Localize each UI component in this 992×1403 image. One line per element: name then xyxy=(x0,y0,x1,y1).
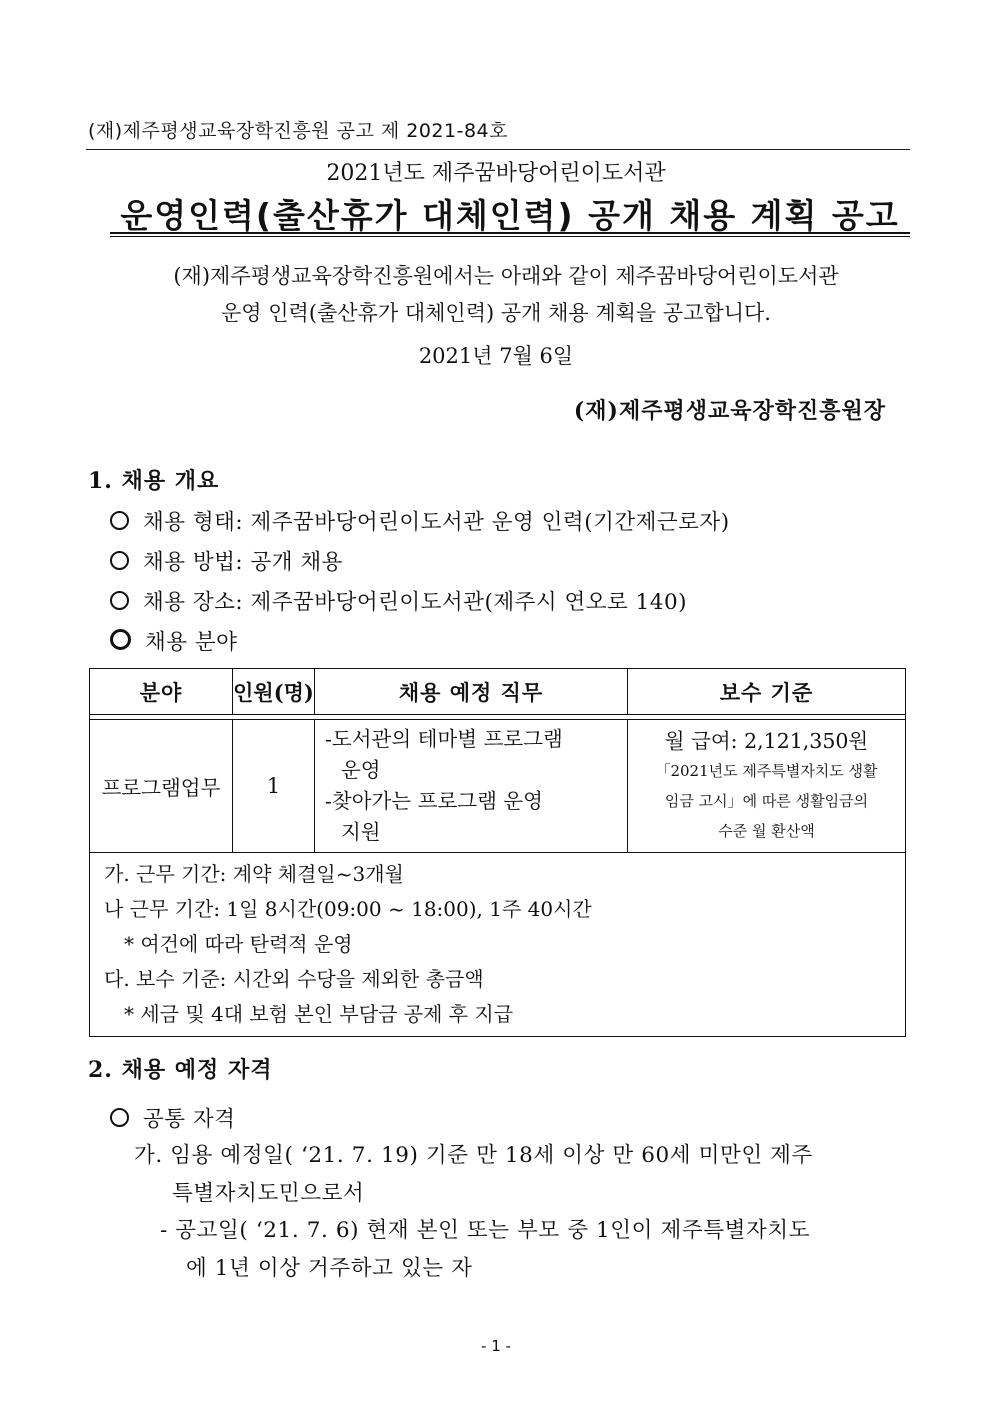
notice-number: (재)제주평생교육장학진흥원 공고 제 2021-84호 xyxy=(88,120,508,142)
table-header-row xyxy=(90,669,906,715)
qualification-a-line-1: 가. 임용 예정일( ‘21. 7. 19) 기준 만 18세 이상 만 60세 미만인 제주 xyxy=(134,1143,813,1168)
circle-bullet-icon xyxy=(110,629,131,650)
table-notes-row xyxy=(90,853,906,1037)
notice-date: 2021년 7월 6일 xyxy=(418,344,574,368)
header-duties: 채용 예정 직무 xyxy=(315,669,628,715)
circle-bullet-icon xyxy=(110,551,129,570)
subtitle: 2021년도 제주꿈바당어린이도서관 xyxy=(326,161,666,186)
circle-bullet-icon xyxy=(110,1108,129,1127)
header-pay: 보수 기준 xyxy=(628,669,906,715)
intro-line-2: 운영 인력(출산휴가 대체인력) 공개 채용 계획을 공고합니다. xyxy=(221,301,771,325)
header-count: 인원(명) xyxy=(233,669,315,715)
qualification-sub-line-1: - 공고일( ‘21. 7. 6) 현재 본인 또는 부모 중 1인이 제주특별자치도 xyxy=(160,1218,811,1243)
bullet-employment-type: 채용 형태: 제주꿈바당어린이도서관 운영 인력(기간제근로자) xyxy=(110,505,730,536)
signer: (재)제주평생교육장학진흥원장 xyxy=(573,398,886,424)
cell-notes: 가. 근무 기간: 계약 체결일~3개월 나 근무 기간: 1일 8시간(09:00 ~ 18:00), 1주 40시간 * 여건에 따라 탄력적 운영 다. 보수 기준: 시간외 수당을 제외한 총금액 * 세금 및 4대 보험 본인 부담금 공제 후 지급 xyxy=(90,853,906,1037)
table-row xyxy=(90,720,906,853)
title-underline xyxy=(110,232,910,234)
qualification-a-line-2: 특별자치도민으로서 xyxy=(172,1181,365,1206)
bullet-employment-method: 채용 방법: 공개 채용 xyxy=(110,545,343,576)
circle-bullet-icon xyxy=(110,591,129,610)
cell-pay: 월 급여: 2,121,350원 「2021년도 제주특별자치도 생활 임금 고시」에 따른 생활임금의 수준 월 환산액 xyxy=(628,720,906,853)
header-rule xyxy=(86,149,910,150)
recruitment-table xyxy=(89,668,906,1037)
page-title: 운영인력(출산휴가 대체인력) 공개 채용 계획 공고 xyxy=(120,196,900,235)
bullet-employment-place: 채용 장소: 제주꿈바당어린이도서관(제주시 연오로 140) xyxy=(110,585,687,616)
circle-bullet-icon xyxy=(110,511,129,530)
section-2-heading: 2. 채용 예정 자격 xyxy=(88,1057,273,1083)
title-underline-thin xyxy=(110,236,910,237)
page-number: - 1 - xyxy=(481,1337,511,1355)
cell-count: 1 xyxy=(233,720,315,853)
intro-line-1: (재)제주평생교육장학진흥원에서는 아래와 같이 제주꿈바당어린이도서관 xyxy=(173,264,839,288)
header-field: 분야 xyxy=(90,669,233,715)
section-1-heading: 1. 채용 개요 xyxy=(88,468,220,494)
bullet-employment-field: 채용 분야 xyxy=(110,625,237,656)
cell-duties: -도서관의 테마별 프로그램 운영 -찾아가는 프로그램 운영 지원 xyxy=(315,720,628,853)
cell-field: 프로그램업무 xyxy=(90,720,233,853)
qualification-sub-line-2: 에 1년 이상 거주하고 있는 자 xyxy=(186,1256,473,1281)
bullet-common-qualification: 공통 자격 xyxy=(110,1102,235,1133)
